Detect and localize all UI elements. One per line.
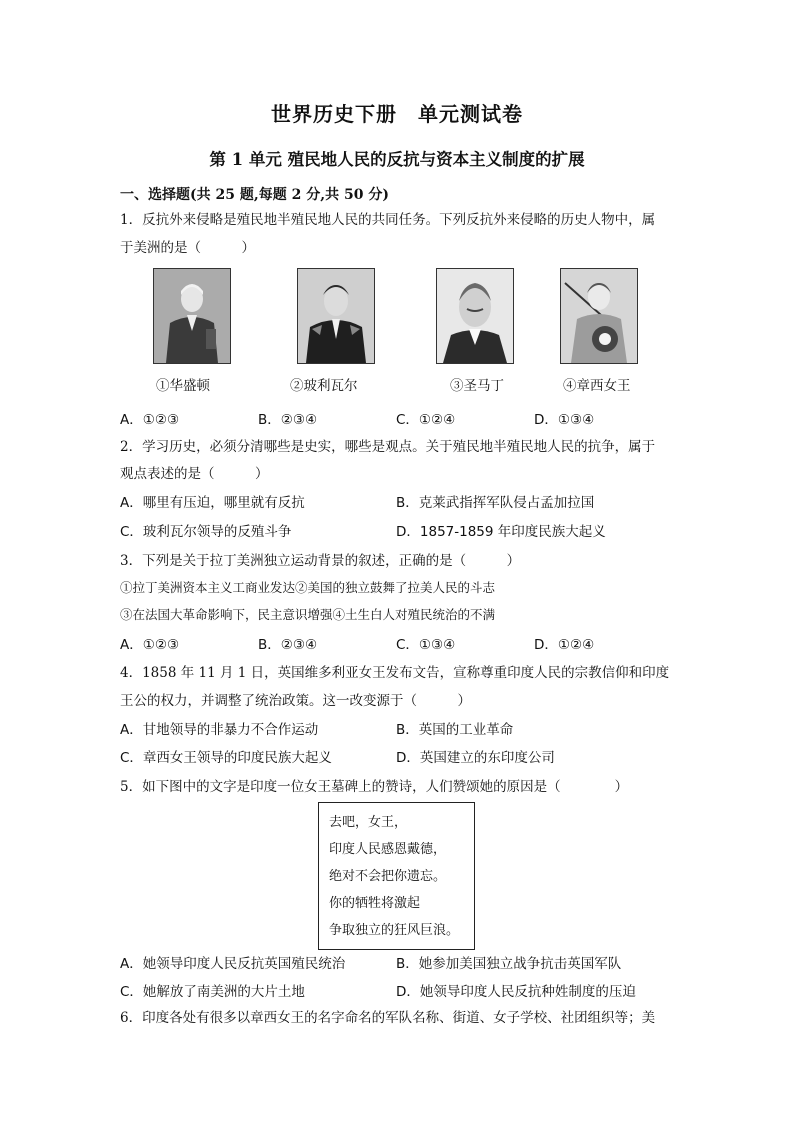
q3-option-c[interactable]: C．①③④: [396, 637, 456, 653]
poem-line-1: 去吧，女王，: [329, 815, 408, 830]
q2-stem-line1: 2．学习历史，必须分清哪些是史实，哪些是观点。关于殖民地半殖民地人民的抗争，属于: [120, 439, 656, 455]
q1-option-c[interactable]: C．①②④: [396, 412, 456, 428]
q1-caption-2: ②玻利瓦尔: [290, 378, 358, 394]
q1-option-d[interactable]: D．①③④: [534, 412, 595, 428]
q3-stem: 3．下列是关于拉丁美洲独立运动背景的叙述，正确的是（ ）: [120, 553, 521, 569]
q4-stem-line2: 王公的权力，并调整了统治政策。这一改变源于（ ）: [120, 693, 471, 709]
san-martin-portrait-image: [436, 268, 514, 364]
q1-caption-1: ①华盛顿: [156, 378, 210, 394]
q1-stem-line2: 于美洲的是（ ）: [120, 240, 255, 256]
q3-option-d[interactable]: D．①②④: [534, 637, 595, 653]
bolivar-portrait-image: [297, 268, 375, 364]
poem-line-2: 印度人民感恩戴德，: [329, 842, 447, 857]
q3-option-a[interactable]: A．①②③: [120, 637, 180, 653]
q4-stem-line1: 4．1858 年 11 月 1 日，英国维多利亚女王发布文告，宣称尊重印度人民的宗教信仰和印度: [120, 665, 670, 681]
q2-option-c[interactable]: C．玻利瓦尔领导的反殖斗争: [120, 524, 292, 540]
epitaph-poem-box: [318, 802, 475, 950]
q5-option-a[interactable]: A．她领导印度人民反抗英国殖民统治: [120, 956, 346, 972]
rani-of-jhansi-portrait-image: [560, 268, 638, 364]
q4-option-c[interactable]: C．章西女王领导的印度民族大起义: [120, 750, 332, 766]
section-heading: 一、选择题(共 25 题,每题 2 分,共 50 分): [120, 187, 389, 203]
q1-caption-4: ④章西女王: [563, 378, 631, 394]
q4-option-b[interactable]: B．英国的工业革命: [396, 722, 514, 738]
q5-option-c[interactable]: C．她解放了南美洲的大片土地: [120, 984, 305, 1000]
q2-option-d[interactable]: D．1857-1859 年印度民族大起义: [396, 524, 606, 540]
q2-stem-line2: 观点表述的是（ ）: [120, 466, 269, 482]
q2-option-b[interactable]: B．克莱武指挥军队侵占孟加拉国: [396, 495, 595, 511]
q4-option-a[interactable]: A．甘地领导的非暴力不合作运动: [120, 722, 319, 738]
q5-option-d[interactable]: D．她领导印度人民反抗种姓制度的压迫: [396, 984, 636, 1000]
poem-line-3: 绝对不会把你遗忘。: [329, 869, 447, 884]
q3-statement-line1: ①拉丁美洲资本主义工商业发达②美国的独立鼓舞了拉美人民的斗志: [120, 580, 496, 595]
q3-option-b[interactable]: B．②③④: [258, 637, 318, 653]
q1-option-a[interactable]: A．①②③: [120, 412, 180, 428]
unit-subtitle: 第 1 单元 殖民地人民的反抗与资本主义制度的扩展: [209, 150, 585, 169]
poem-line-5: 争取独立的狂风巨浪。: [329, 923, 460, 938]
q2-option-a[interactable]: A．哪里有压迫，哪里就有反抗: [120, 495, 305, 511]
q5-stem: 5．如下图中的文字是印度一位女王墓碑上的赞诗，人们赞颂她的原因是（ ）: [120, 779, 629, 795]
q1-option-b[interactable]: B．②③④: [258, 412, 318, 428]
q1-caption-3: ③圣马丁: [450, 378, 504, 394]
poem-line-4: 你的牺牲将激起: [329, 896, 421, 911]
q6-stem-line1: 6．印度各处有很多以章西女王的名字命名的军队名称、街道、女子学校、社团组织等；美: [120, 1010, 656, 1026]
page-title: 世界历史下册 单元测试卷: [271, 102, 523, 126]
q3-statement-line2: ③在法国大革命影响下，民主意识增强④土生白人对殖民统治的不满: [120, 607, 496, 622]
q5-option-b[interactable]: B．她参加美国独立战争抗击英国军队: [396, 956, 622, 972]
q1-stem-line1: 1．反抗外来侵略是殖民地半殖民地人民的共同任务。下列反抗外来侵略的历史人物中，属: [120, 212, 656, 228]
washington-portrait-image: [153, 268, 231, 364]
q4-option-d[interactable]: D．英国建立的东印度公司: [396, 750, 555, 766]
